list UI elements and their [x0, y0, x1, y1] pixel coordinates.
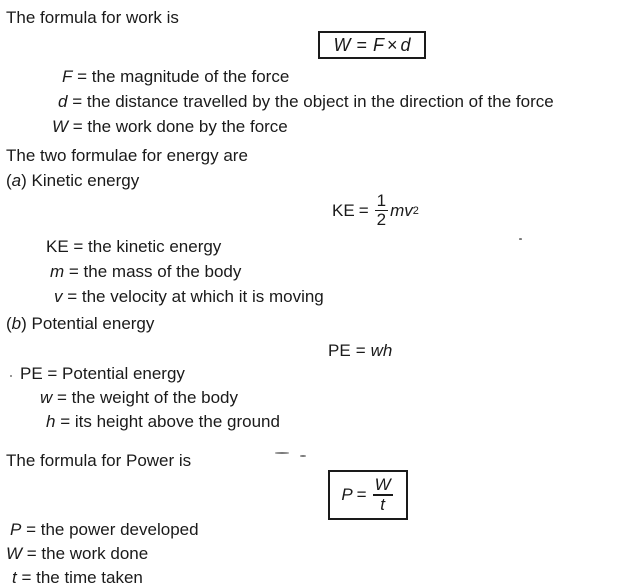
- ke-mv: mv: [390, 200, 413, 220]
- power-formula-box: [328, 470, 408, 520]
- def-text: = the mass of the body: [64, 262, 242, 281]
- def-text: = the magnitude of the force: [72, 67, 290, 86]
- def-symbol: F: [62, 67, 73, 86]
- def-text: = the work done: [22, 544, 149, 563]
- work-formula-box: [318, 31, 426, 59]
- ke-numerator: 1: [376, 191, 387, 210]
- pe-equals: =: [355, 341, 366, 360]
- def-symbol: P: [10, 520, 22, 539]
- scan-speck: [275, 452, 289, 454]
- def-text: = Potential energy: [42, 364, 185, 383]
- def-symbol: W: [52, 117, 69, 136]
- kinetic-formula: [332, 192, 419, 229]
- formula-times: ×: [386, 34, 398, 55]
- formula-f: F: [372, 34, 384, 55]
- ke-lhs: KE: [332, 200, 355, 220]
- power-fraction: [373, 476, 393, 513]
- potential-def-weight: [40, 389, 238, 406]
- label-letter: a: [11, 171, 22, 190]
- label-paren: (: [6, 314, 12, 333]
- def-symbol: t: [12, 568, 17, 587]
- label-paren: (: [6, 171, 12, 190]
- def-text: = the power developed: [21, 520, 199, 539]
- def-text: = the weight of the body: [52, 388, 238, 407]
- power-equals: =: [356, 485, 367, 504]
- def-text: = its height above the ground: [55, 412, 280, 431]
- def-text: = the velocity at which it is moving: [62, 287, 324, 306]
- power-def-power: [10, 521, 199, 538]
- def-symbol: PE: [20, 364, 43, 383]
- label-text: ) Potential energy: [21, 314, 155, 333]
- power-intro: The formula for Power is: [6, 451, 192, 470]
- potential-heading: [6, 315, 154, 332]
- def-symbol: w: [40, 388, 53, 407]
- kinetic-def-ke: [46, 238, 221, 255]
- def-symbol: m: [50, 262, 65, 281]
- pe-rhs: wh: [370, 341, 393, 360]
- def-text: = the time taken: [16, 568, 143, 587]
- potential-def-height: [46, 413, 280, 430]
- def-symbol: v: [54, 287, 63, 306]
- label-letter: b: [11, 314, 22, 333]
- scan-speck: [519, 238, 522, 240]
- def-symbol: d: [58, 92, 68, 111]
- pe-lhs: PE: [328, 341, 351, 360]
- work-def-force: [62, 68, 289, 85]
- def-symbol: h: [46, 412, 56, 431]
- work-def-work: [52, 118, 288, 135]
- formula-w: W: [333, 34, 351, 55]
- ke-fraction: [375, 192, 388, 229]
- work-intro: The formula for work is: [6, 8, 179, 27]
- formula-equals: =: [356, 34, 367, 55]
- power-def-work: [6, 545, 148, 562]
- energy-intro: The two formulae for energy are: [6, 146, 248, 165]
- scan-speck: [10, 375, 12, 377]
- ke-equals: =: [358, 200, 369, 220]
- def-text: = the kinetic energy: [68, 237, 222, 256]
- potential-formula: [328, 341, 392, 361]
- def-symbol: KE: [46, 237, 69, 256]
- label-text: ) Kinetic energy: [21, 171, 140, 190]
- scan-speck: [300, 455, 306, 457]
- kinetic-heading: [6, 172, 139, 189]
- ke-denominator: 2: [376, 210, 387, 230]
- def-text: = the distance travelled by the object in the direction of the force: [67, 92, 554, 111]
- formula-d: d: [400, 34, 411, 55]
- power-denominator: t: [380, 494, 385, 514]
- def-text: = the work done by the force: [68, 117, 288, 136]
- potential-def-pe: [20, 365, 185, 382]
- kinetic-def-velocity: [54, 288, 324, 305]
- power-lhs: P: [341, 485, 353, 504]
- power-def-time: [12, 569, 143, 586]
- kinetic-def-mass: [50, 263, 241, 280]
- ke-exponent: 2: [412, 204, 419, 217]
- def-symbol: W: [6, 544, 23, 563]
- work-def-distance: [58, 93, 554, 110]
- power-numerator: W: [374, 475, 391, 495]
